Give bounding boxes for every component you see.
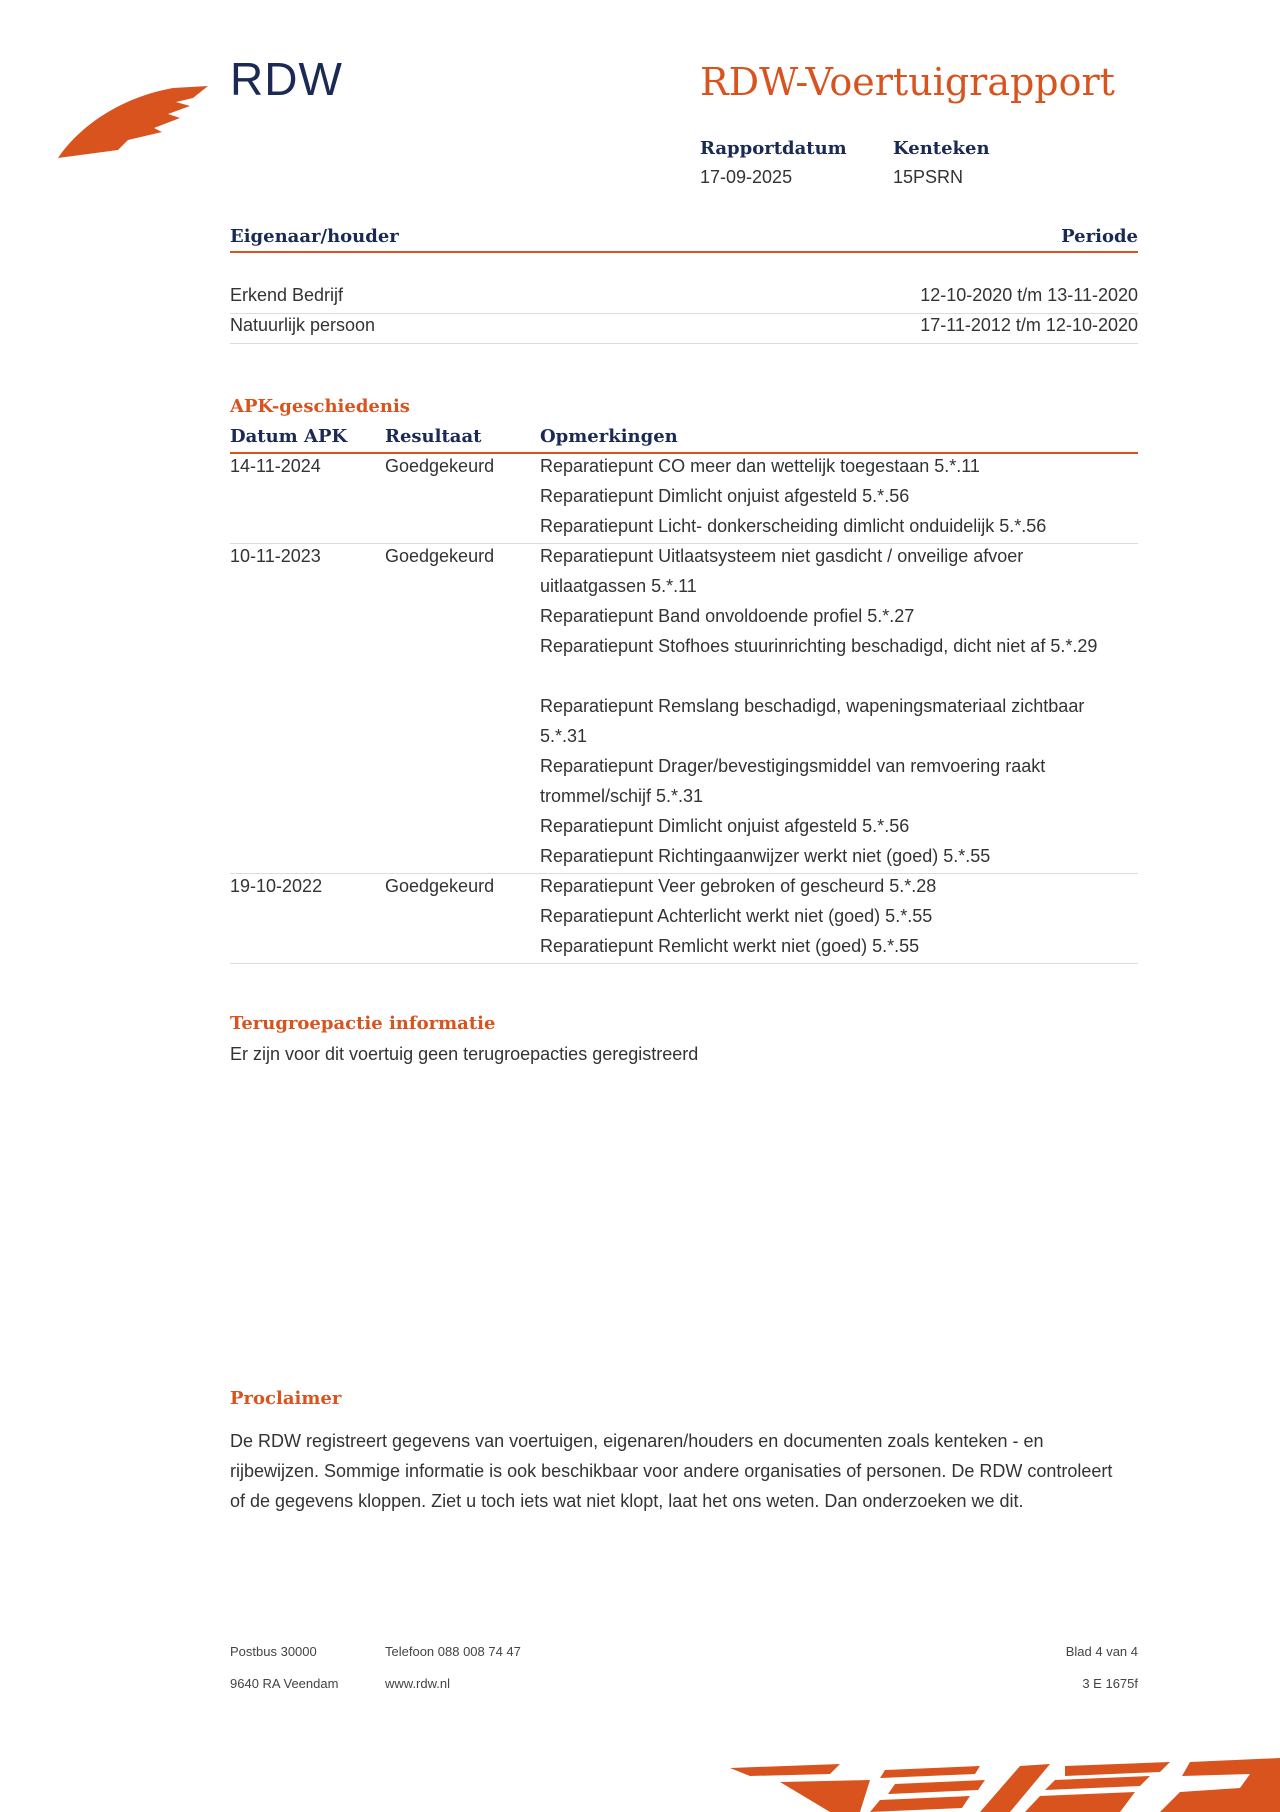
- footer-city: 9640 RA Veendam: [230, 1676, 339, 1691]
- recall-text: Er zijn voor dit voertuig geen terugroepacties geregistreerd: [230, 1044, 699, 1064]
- apk-date-column-header: Datum APK: [230, 426, 348, 447]
- decorative-stripes: [720, 1752, 1280, 1812]
- apk-entry-2-remark: Reparatiepunt Dimlicht onjuist afgesteld 5.*.56: [540, 816, 910, 836]
- footer-page-number: Blad 4 van 4: [1065, 1644, 1138, 1659]
- apk-entry-3-date: 19-10-2022: [230, 876, 323, 896]
- recall-section-title: Terugroepactie informatie: [230, 1013, 496, 1034]
- report-title: RDW-Voertuigrapport: [700, 60, 1115, 104]
- footer-phone: Telefoon 088 008 74 47: [385, 1644, 521, 1659]
- apk-entry-2-remark: Reparatiepunt Band onvoldoende profiel 5.*.27: [540, 606, 915, 626]
- footer-postbus: Postbus 30000: [230, 1644, 317, 1659]
- rdw-logo-text: RDW: [230, 53, 343, 105]
- row-divider: [230, 963, 1138, 964]
- row-divider: [230, 313, 1138, 314]
- apk-entry-2-date: 10-11-2023: [230, 546, 321, 566]
- apk-entry-3-remark: Reparatiepunt Remlicht werkt niet (goed) 5.*.55: [540, 936, 920, 956]
- footer-website[interactable]: www.rdw.nl: [385, 1676, 451, 1691]
- apk-entry-1-result: Goedgekeurd: [385, 456, 495, 476]
- proclaimer-section-title: Proclaimer: [230, 1388, 342, 1409]
- apk-remarks-column-header: Opmerkingen: [540, 426, 678, 447]
- owners-header-rule: [230, 251, 1138, 253]
- apk-section-title: APK-geschiedenis: [230, 396, 410, 417]
- kenteken-value: 15PSRN: [893, 167, 964, 187]
- apk-entry-2-remark: Reparatiepunt Stofhoes stuurinrichting beschadigd, dicht niet af 5.*.29: [540, 636, 1098, 656]
- owner-column-header: Eigenaar/houder: [230, 226, 399, 247]
- apk-entry-1-date: 14-11-2024: [230, 456, 321, 476]
- apk-entry-2-remark: Reparatiepunt Richtingaanwijzer werkt niet (goed) 5.*.55: [540, 846, 991, 866]
- footer-document-code: 3 E 1675f: [1082, 1676, 1138, 1691]
- rapportdatum-label: Rapportdatum: [700, 138, 847, 159]
- owner-row-1-owner: Erkend Bedrijf: [230, 285, 344, 305]
- apk-result-column-header: Resultaat: [385, 426, 482, 447]
- rapportdatum-value: 17-09-2025: [700, 167, 793, 187]
- rdw-logo-mark: [58, 78, 208, 162]
- period-column-header: Periode: [1061, 226, 1138, 247]
- apk-entry-1-remark: Reparatiepunt Licht- donkerscheiding dimlicht onduidelijk 5.*.56: [540, 516, 1047, 536]
- proclaimer-text: De RDW registreert gegevens van voertuigen, eigenaren/houders en documenten zoals kenteken - en rijbewijzen. Sommige informatie is ook beschikbaar voor andere organisaties of personen. De RDW controleert of de gegevens kloppen. Ziet u toch iets wat niet klopt, laat het ons weten. Dan onderzoeken we dit.: [230, 1431, 1113, 1511]
- apk-entry-3-result: Goedgekeurd: [385, 876, 495, 896]
- owner-row-2-owner: Natuurlijk persoon: [230, 315, 376, 335]
- kenteken-label: Kenteken: [893, 138, 990, 159]
- apk-entry-2-result: Goedgekeurd: [385, 546, 495, 566]
- apk-entry-3-remark: Reparatiepunt Veer gebroken of gescheurd 5.*.28: [540, 876, 937, 896]
- owner-row-2-period: 17-11-2012 t/m 12-10-2020: [920, 315, 1138, 335]
- apk-entry-2-remark: Reparatiepunt Remslang beschadigd, wapeningsmateriaal zichtbaar 5.*.31: [540, 696, 1085, 746]
- apk-entry-1-remark: Reparatiepunt CO meer dan wettelijk toegestaan 5.*.11: [540, 456, 980, 476]
- apk-entry-1-remark: Reparatiepunt Dimlicht onjuist afgesteld 5.*.56: [540, 486, 910, 506]
- apk-entry-3-remark: Reparatiepunt Achterlicht werkt niet (goed) 5.*.55: [540, 906, 933, 926]
- apk-entry-2-remark: Reparatiepunt Uitlaatsysteem niet gasdicht / onveilige afvoer uitlaatgassen 5.*.11: [540, 546, 1024, 596]
- owner-row-1-period: 12-10-2020 t/m 13-11-2020: [920, 285, 1138, 305]
- apk-entry-2-remark: Reparatiepunt Drager/bevestigingsmiddel van remvoering raakt trommel/schijf 5.*.31: [540, 756, 1046, 806]
- row-divider: [230, 343, 1138, 344]
